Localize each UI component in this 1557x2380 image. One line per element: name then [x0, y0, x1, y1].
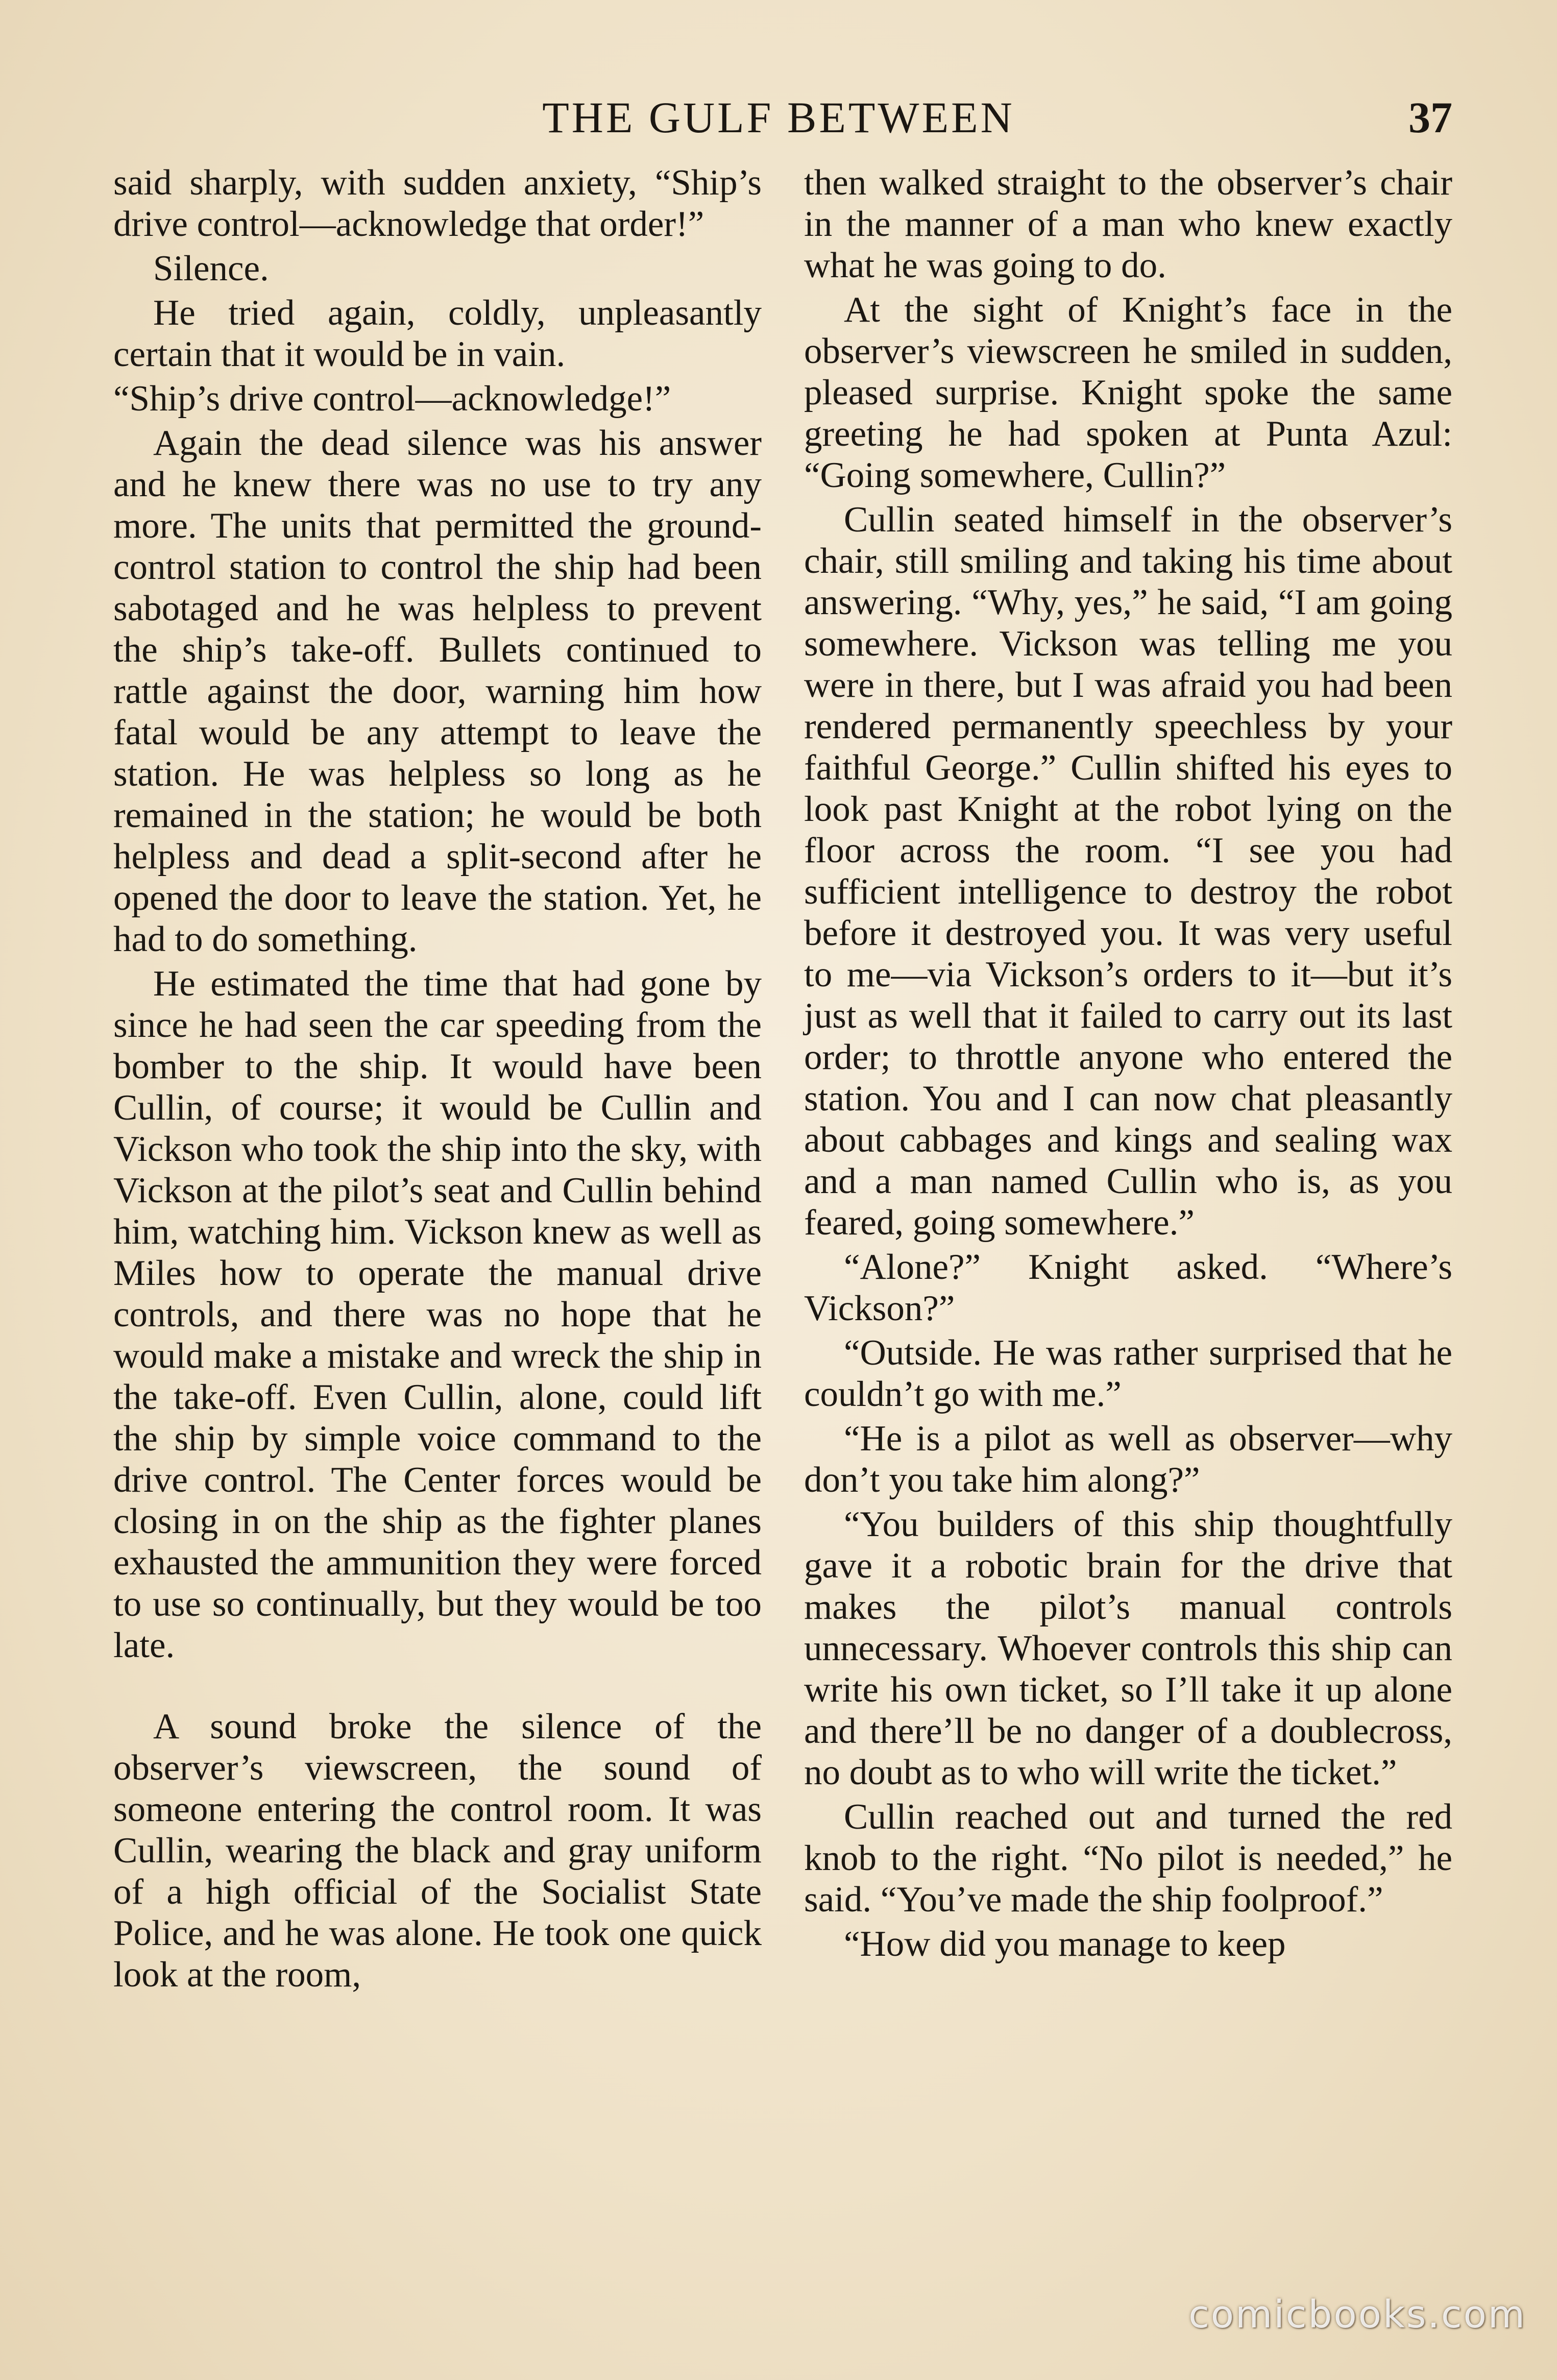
running-head: [0, 87, 1557, 148]
left-column: [113, 162, 762, 1999]
paragraph: He tried again, coldly, unpleasantly certain that it would be in vain.: [113, 293, 762, 374]
paragraph: “You builders of this ship thoughtfully gave it a robotic brain for the drive that makes the pilot’s manual controls unnecessary. Whoever controls this ship can write his own ticket, so I’ll take it up alone and there’ll be no danger of a doublecross, no doubt as to who will write the ticket.”: [804, 1504, 1452, 1792]
paragraph: He estimated the time that had gone by since he had seen the car speeding from the bomber to the ship. It would have been Cullin, of course; it would be Cullin and Vickson who took the ship into the sky, with Vickson at the pilot’s seat and Cullin behind him, watching him. Vickson knew as well as Miles how to operate the manual drive controls, and there was no hope that he would make a mistake and wreck the ship in the take-off. Even Cullin, alone, could lift the ship by simple voice command to the drive control. The Center forces would be closing in on the ship as the fighter planes exhausted the ammunition they were forced to use so continually, but they would be too late.: [113, 964, 762, 1665]
paragraph: “Alone?” Knight asked. “Where’s Vickson?”: [804, 1247, 1452, 1328]
paragraph: “Ship’s drive control—acknowledge!”: [113, 379, 671, 419]
page-number: 37: [1408, 93, 1452, 142]
paragraph: “He is a pilot as well as observer—why don’t you take him along?”: [804, 1419, 1452, 1500]
running-title: THE GULF BETWEEN: [542, 93, 1015, 142]
paragraph: Silence.: [153, 249, 269, 288]
paragraph: “Outside. He was rather surprised that he couldn’t go with me.”: [804, 1333, 1452, 1414]
paragraph: At the sight of Knight’s face in the observer’s viewscreen he smiled in sudden, pleased surprise. Knight spoke the same greeting he had spoken at Punta Azul: “Going somewhere, Cullin?”: [804, 290, 1452, 495]
right-column: [804, 162, 1452, 1968]
paragraph: Cullin reached out and turned the red knob to the right. “No pilot is needed,” he said. “You’ve made the ship foolproof.”: [804, 1797, 1452, 1920]
paragraph: said sharply, with sudden anxiety, “Ship’s drive control—acknowledge that order!”: [113, 163, 762, 244]
paragraph: Cullin seated himself in the observer’s chair, still smiling and taking his time about answering. “Why, yes,” he said, “I am going somewhere. Vickson was telling me you were in there, but I was afraid you had been rendered permanently speechless by your faithful George.” Cullin shifted his eyes to look past Knight at the robot lying on the floor across the room. “I see you had sufficient intelligence to destroy the robot before it destroyed you. It was very useful to me—via Vickson’s orders to it—but it’s just as well that it failed to carry out its last order; to throttle anyone who entered the station. You and I can now chat pleasantly about cabbages and kings and sealing wax and a man named Cullin who is, as you feared, going somewhere.”: [804, 500, 1452, 1243]
paragraph: A sound broke the silence of the observer’s viewscreen, the sound of someone entering the control room. It was Cullin, wearing the black and gray uniform of a high official of the Socialist State Police, and he was alone. He took one quick look at the room,: [113, 1707, 762, 1995]
paragraph: Again the dead silence was his answer and he knew there was no use to try any more. The units that permitted the ground-control station to control the ship had been sabotaged and he was helpless to prevent the ship’s take-off. Bullets continued to rattle against the door, warning him how fatal would be any attempt to leave the station. He was helpless so long as he remained in the station; he would be both helpless and dead a split-second after he opened the door to leave the station. Yet, he had to do something.: [113, 423, 762, 959]
paragraph: “How did you manage to keep: [844, 1924, 1286, 1964]
paragraph: then walked straight to the observer’s chair in the manner of a man who knew exactly what he was going to do.: [804, 163, 1452, 285]
watermark: comicbooks.com: [1188, 2293, 1526, 2337]
